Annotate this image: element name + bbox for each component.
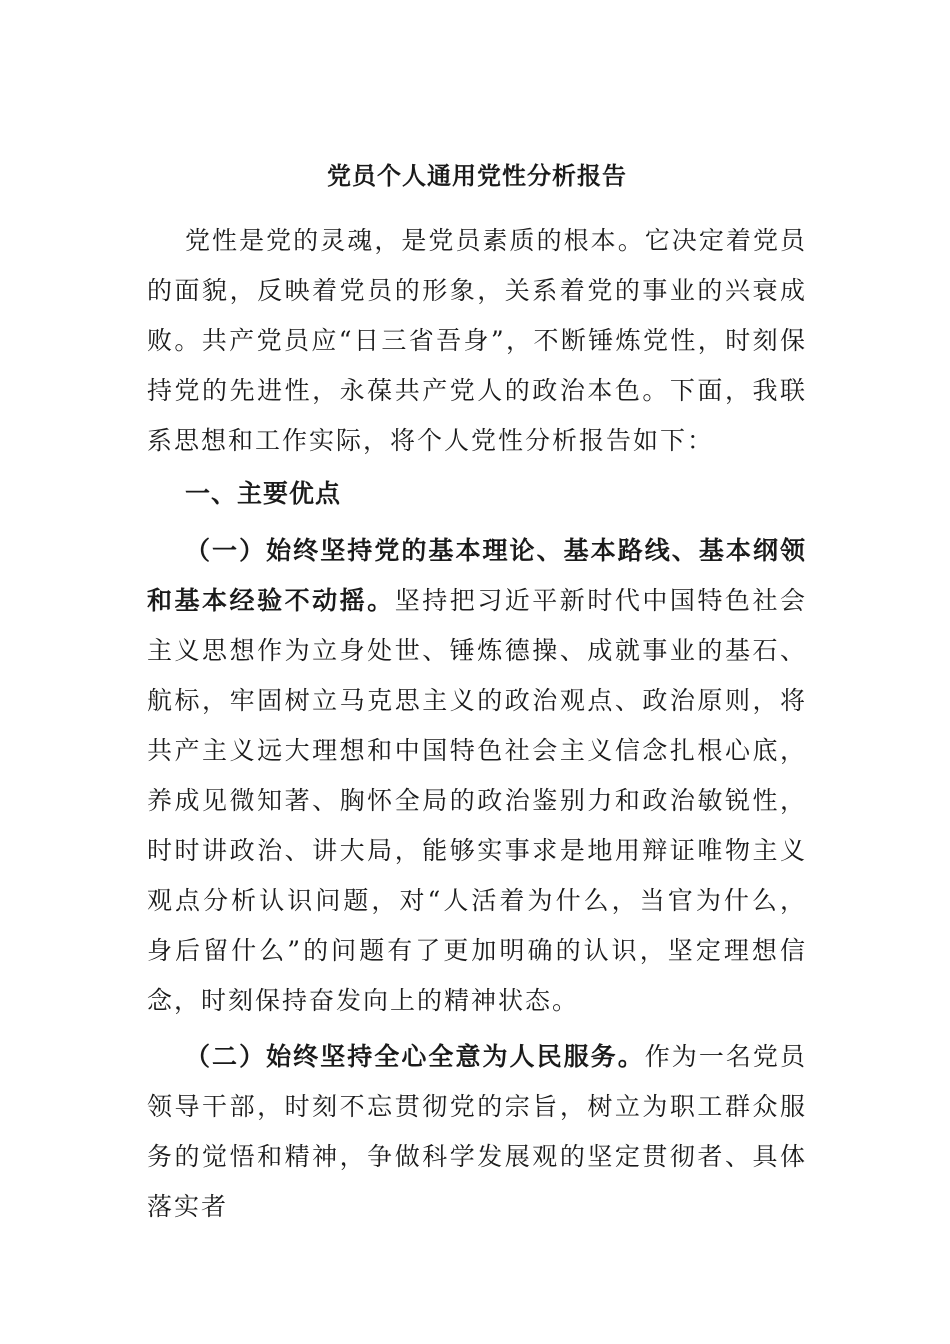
intro-paragraph: 党性是党的灵魂，是党员素质的根本。它决定着党员的面貌，反映着党员的形象，关系着党的事业的兴衰成败。共产党员应“日三省吾身”，不断锤炼党性，时刻保持党的先进性，永葆共产党人的政治本色。下面，我联系思想和工作实际，将个人党性分析报告如下： [147,226,807,455]
item-2-heading: （二）始终坚持全心全意为人民服务。 [185,1042,645,1071]
item-2-paragraph [147,1032,807,1232]
item-1-heading: （一）始终坚持党的基本理论、基本路线、基本纲领和基本经验不动摇。 [147,536,807,615]
document-title: 党员个人通用党性分析报告 [327,162,627,190]
item-2-text: 作为一名党员领导干部，时刻不忘贯彻党的宗旨，树立为职工群众服务的觉悟和精神，争做科学发展观的坚定贯彻者、具体落实者 [147,1042,807,1221]
section-heading-main-strengths: 一、主要优点 [185,479,342,508]
item-1-text: 坚持把习近平新时代中国特色社会主义思想作为立身处世、锤炼德操、成就事业的基石、航标，牢固树立马克思主义的政治观点、政治原则，将共产主义远大理想和中国特色社会主义信念扎根心底，养成见微知著、胸怀全局的政治鉴别力和政治敏锐性，时时讲政治、讲大局，能够实事求是地用辩证唯物主义观点分析认识问题，对“人活着为什么，当官为什么，身后留什么”的问题有了更加明确的认识，坚定理想信念，时刻保持奋发向上的精神状态。 [147,586,807,1015]
item-1-paragraph [147,526,807,1026]
